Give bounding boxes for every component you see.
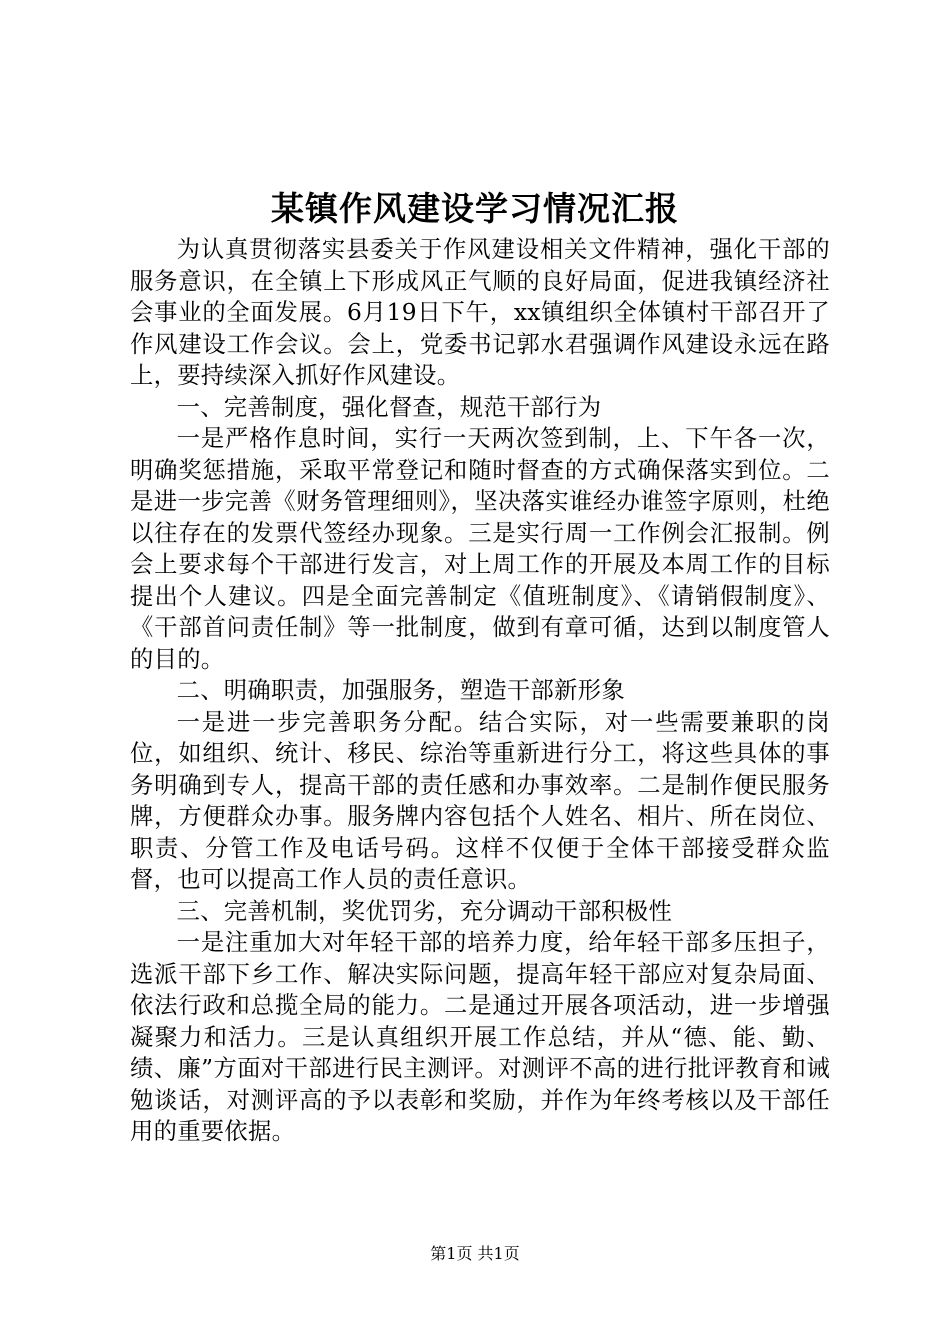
section-1-paragraph: 一是严格作息时间，实行一天两次签到制，上、下午各一次，明确奖惩措施，采取平常登记和随时督查的方式确保落实到位。二是进一步完善《财务管理细则》，坚决落实谁经办谁签字原则，杜绝以往存在的发票代签经办现象。三是实行周一工作例会汇报制。例会上要求每个干部进行发言，对上周工作的开展及本周工作的目标提出个人建议。四是全面完善制定《值班制度》、《请销假制度》、《干部首问责任制》等一批制度，做到有章可循，达到以制度管人的目的。: [130, 425, 830, 673]
section-heading-2: 二、明确职责，加强服务，塑造干部新形象: [176, 677, 625, 704]
page-footer: 第1页 共1页: [430, 1244, 520, 1263]
section-heading-3: 三、完善机制，奖优罚劣，充分调动干部积极性: [176, 897, 673, 925]
document-body: [130, 234, 830, 1148]
intro-paragraph: 为认真贯彻落实县委关于作风建设相关文件精神，强化干部的服务意识，在全镇上下形成风正气顺的良好局面，促进我镇经济社会事业的全面发展。6月19日下午，xx镇组织全体镇村干部召开了作风建设工作会议。会上，党委书记郭水君强调作风建设永远在路上，要持续深入抓好作风建设。: [130, 236, 830, 389]
section-3-paragraph: 一是注重加大对年轻干部的培养力度，给年轻干部多压担子，选派干部下乡工作、解决实际问题，提高年轻干部应对复杂局面、依法行政和总揽全局的能力。二是通过开展各项活动，进一步增强凝聚力和活力。三是认真组织开展工作总结，并从“德、能、勤、绩、廉”方面对干部进行民主测评。对测评不高的进行批评教育和诫勉谈话，对测评高的予以表彰和奖励，并作为年终考核以及干部任用的重要依据。: [130, 929, 830, 1145]
document-title: 某镇作风建设学习情况汇报: [271, 189, 679, 228]
section-2-paragraph: 一是进一步完善职务分配。结合实际，对一些需要兼职的岗位，如组织、统计、移民、综治等重新进行分工，将这些具体的事务明确到专人，提高干部的责任感和办事效率。二是制作便民服务牌，方便群众办事。服务牌内容包括个人姓名、相片、所在岗位、职责、分管工作及电话号码。这样不仅便于全体干部接受群众监督，也可以提高工作人员的责任意识。: [130, 708, 830, 893]
section-heading-1: 一、完善制度，强化督查，规范干部行为: [176, 393, 602, 421]
